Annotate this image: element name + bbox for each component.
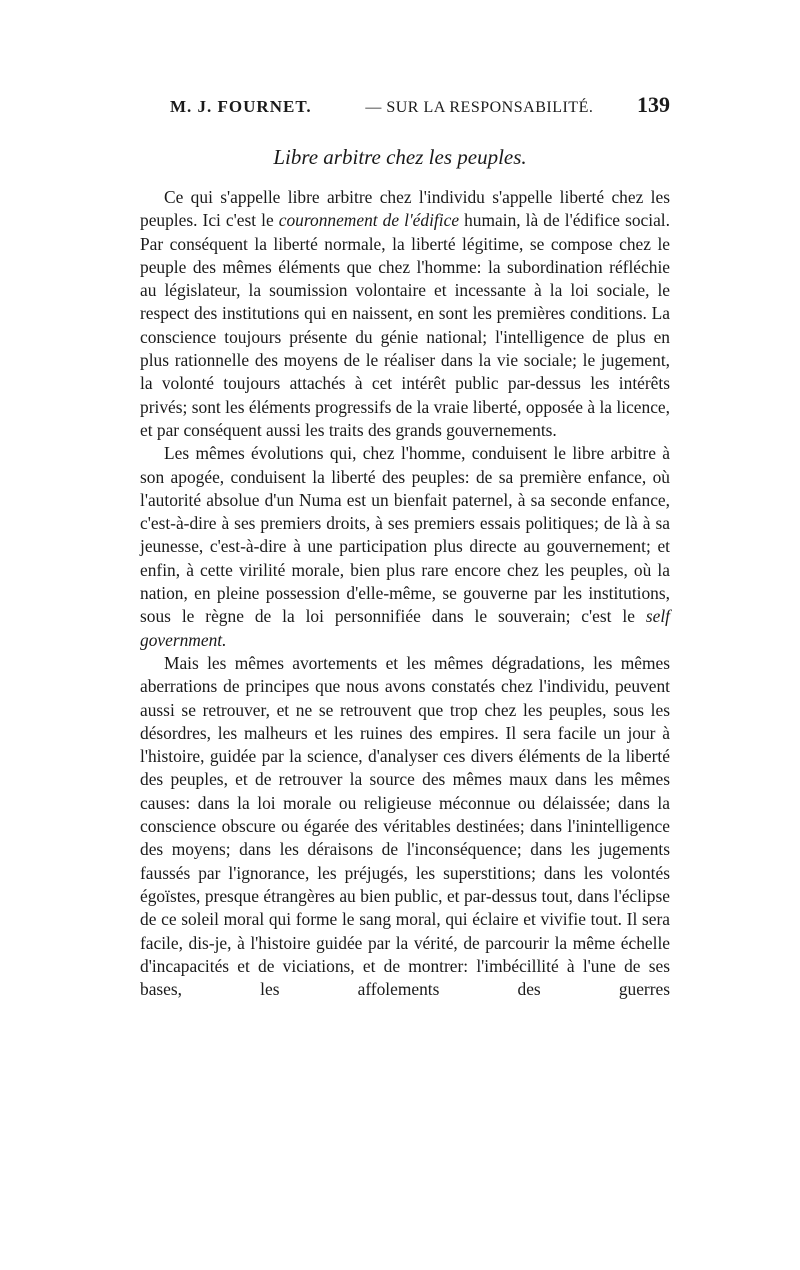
paragraph-1-text-a: Ce qui s'appelle libre arbitre chez l'individu s'appelle liberté chez les peuples. Ici c'est le bbox=[140, 187, 670, 231]
paragraph-2 bbox=[140, 442, 670, 652]
paragraph-2-text-a: Les mêmes évolutions qui, chez l'homme, conduisent le libre arbitre à son apogée, conduisent la liberté des peuples: de sa première enfance, où l'autorité absolue d'un Numa est un bienfait paternel, à sa seconde enfance, c'est-à-dire à ses premiers droits, à ses premiers essais politiques; de là à sa jeunesse, c'est-à-dire à une participation plus directe au gouvernement; et enfin, à cette virilité morale, bien plus rare encore chez les peuples, où la nation, en pleine possession d'elle-même, se gouverne par les institutions, sous le règne de la loi personnifiée dans le souverain; c'est le bbox=[140, 443, 670, 627]
paragraph-3: Mais les mêmes avortements et les mêmes dégradations, les mêmes aberrations de principes que nous avons constatés chez l'individu, peuvent aussi se retrouver, et ne se retrouvent que trop chez les peuples, sous les désordres, les malheurs et les ruines des empires. Il sera facile un jour à l'histoire, guidée par la science, d'analyser ces divers éléments de la liberté des peuples, et de retrouver la source des mêmes maux dans les mêmes causes: dans la loi morale ou religieuse méconnue ou délaissée; dans la conscience obscure ou égarée des véritables destinées; dans l'inintelligence des moyens; dans les déraisons de l'inconséquence; dans les jugements faussés par l'ignorance, les préjugés, les superstitions; dans les volontés égoïstes, presque étrangères au bien public, et par-dessus tout, dans l'éclipse de ce soleil moral qui forme le sang moral, qui éclaire et vivifie tout. Il sera facile, dis-je, à l'histoire guidée par la vérité, de parcourir la même échelle d'incapacités et de viciations, et de montrer: l'imbécillité à l'une de ses bases, les affolements des guerres bbox=[140, 652, 670, 1000]
body-text bbox=[140, 186, 670, 1001]
paragraph-2-emphasis: self government. bbox=[140, 606, 670, 650]
header-dash: — bbox=[365, 99, 382, 116]
header-running-title: SUR LA RESPONSABILITÉ. bbox=[386, 99, 594, 116]
paragraph-1-text-c: humain, là de l'édifice social. Par conséquent la liberté normale, la liberté légitime, se compose chez le peuple des mêmes éléments que chez l'homme: la subordination réfléchie au législateur, la soumission volontaire et incessante à la loi sociale, le respect des institutions qui en naissent, en sont les premières conditions. La conscience toujours présente du génie national; l'intelligence de plus en plus rationnelle des moyens de le réaliser dans la vie sociale; le jugement, la volonté toujours attachés à cet intérêt public par-dessus les intérêts privés; sont les éléments progressifs de la vraie liberté, opposée à la licence, et par conséquent aussi les traits des grands gouvernements. bbox=[140, 210, 670, 440]
paragraph-1 bbox=[140, 186, 670, 442]
page-number: 139 bbox=[637, 92, 670, 117]
header-author: M. J. FOURNET. bbox=[170, 97, 312, 116]
section-title: Libre arbitre chez les peuples. bbox=[273, 145, 527, 169]
paragraph-1-emphasis: couronnement de l'édifice bbox=[278, 210, 460, 231]
running-header bbox=[170, 92, 670, 118]
header-title bbox=[322, 99, 637, 117]
